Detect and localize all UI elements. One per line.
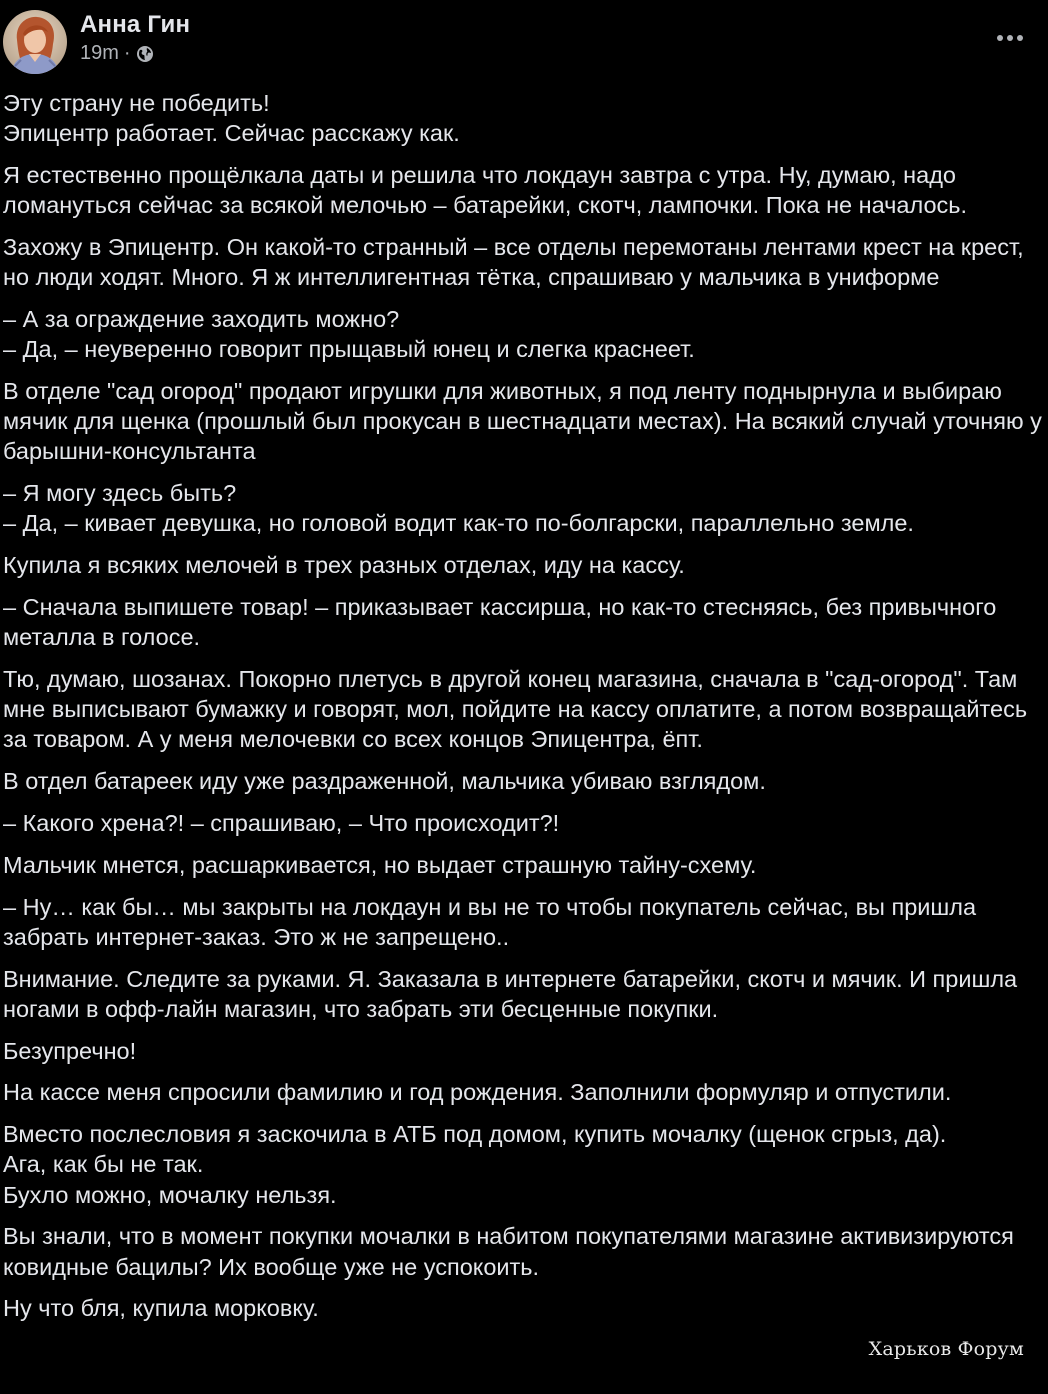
post-text-line: – Я могу здесь быть? [3,480,237,507]
post-paragraph [3,592,1043,652]
post-paragraph [3,550,1043,580]
post-paragraph [3,1221,1043,1281]
more-options-button[interactable] [992,22,1028,54]
post-text-line: Ага, как бы не так. [3,1151,204,1178]
post-paragraph [3,1119,1043,1210]
post-header [0,0,1048,86]
post-paragraph [3,1293,1043,1323]
post-paragraph [3,232,1043,292]
post-paragraph [3,664,1043,755]
post-paragraph [3,88,1043,148]
post-paragraph [3,478,1043,538]
post-text-line: Я естественно прощёлкала даты и решила что локдаун завтра с утра. Ну, думаю, надо ломануться сейчас за всякой мелочью – батарейки, скотч, лампочки. Пока не началось. [3,162,968,219]
post-paragraph [3,766,1043,796]
post-paragraph [3,808,1043,838]
more-horizontal-icon [997,35,1003,41]
post-paragraph [3,304,1043,364]
post-text-line: В отдел батареек иду уже раздраженной, мальчика убиваю взглядом. [3,768,766,795]
post-text-line: Вы знали, что в момент покупки мочалки в набитом покупателями магазине активизируются ковидные бацилы? Их вообще уже не успокоить. [3,1223,1014,1280]
more-horizontal-icon [1007,35,1013,41]
post-paragraph [3,160,1043,220]
globe-icon[interactable] [136,45,154,63]
post-paragraph [3,850,1043,880]
post-text-line: Тю, думаю, шозанах. Покорно плетусь в другой конец магазина, сначала в "сад-огород". Там мне выписывают бумажку и говорят, мол, пойдите на кассу оплатите, а потом возвращайтесь за товаром. А у меня мелочевки со всех концов Эпицентра, ёпт. [3,666,1028,753]
post-meta [80,42,154,65]
post-text-line: Безупречно! [3,1037,137,1064]
post-text-line: – Да, – неуверенно говорит прыщавый юнец и слегка краснеет. [3,336,695,363]
meta-separator: · [123,42,131,64]
post-text-line: Внимание. Следите за руками. Я. Заказала в интернете батарейки, скотч и мячик. И пришла ногами в офф-лайн магазин, что забрать эти бесценные покупки. [3,965,1018,1022]
post-text-line: Ну что бля, купила морковку. [3,1295,319,1322]
post-text-line: Вместо послесловия я заскочила в АТБ под домом, купить мочалку (щенок сгрыз, да). [3,1121,947,1148]
post-text-line: В отделе "сад огород" продают игрушки для животных, я под ленту поднырнула и выбираю мячик для щенка (прошлый был прокусан в шестнадцати местах). На всякий случай уточняю у барышни-консультанта [3,378,1042,465]
post-text-line: Бухло можно, мочалку нельзя. [3,1181,337,1208]
more-horizontal-icon [1017,35,1023,41]
post-timestamp[interactable]: 19m [80,42,119,64]
post-text-line: – Да, – кивает девушка, но головой водит как-то по-болгарски, параллельно земле. [3,510,914,537]
post-paragraph [3,376,1043,467]
avatar-photo-icon [3,10,67,74]
post-text-line: – Какого хрена?! – спрашиваю, – Что происходит?! [3,810,560,836]
post-paragraph [3,1036,1043,1066]
post-text-line: Мальчик мнется, расшаркивается, но выдает страшную тайну-схему. [3,851,757,878]
post-paragraph [3,892,1043,952]
post-text-line: Захожу в Эпицентр. Он какой-то странный – все отделы перемотаны лентами крест на крест, но люди ходят. Много. Я ж интеллигентная тётка, спрашиваю у мальчика в униформе [3,234,1024,291]
post-text-line: На кассе меня спросили фамилию и год рождения. Заполнили формуляр и отпустили. [3,1079,952,1106]
post-text-line: – Сначала выпишете товар! – приказывает кассирша, но как-то стесняясь, без привычного металла в голосе. [3,594,997,651]
post-paragraph [3,1077,1043,1107]
post-paragraph [3,964,1043,1024]
post-text-line: – А за ограждение заходить можно? [3,306,400,332]
post-text-line: Эту страну не победить! [3,90,270,116]
post-text-line: Эпицентр работает. Сейчас расскажу как. [3,120,460,147]
author-name[interactable]: Анна Гин [80,11,191,38]
post-text-line: – Ну… как бы… мы закрыты на локдаун и вы не то чтобы покупатель сейчас, вы пришла забрать интернет-заказ. Это ж не запрещено.. [3,893,977,950]
post-body [3,88,1043,1335]
watermark: Харьков Форум [868,1338,1024,1360]
post-text-line: Купила я всяких мелочей в трех разных отделах, иду на кассу. [3,552,685,579]
author-avatar[interactable] [3,10,67,74]
